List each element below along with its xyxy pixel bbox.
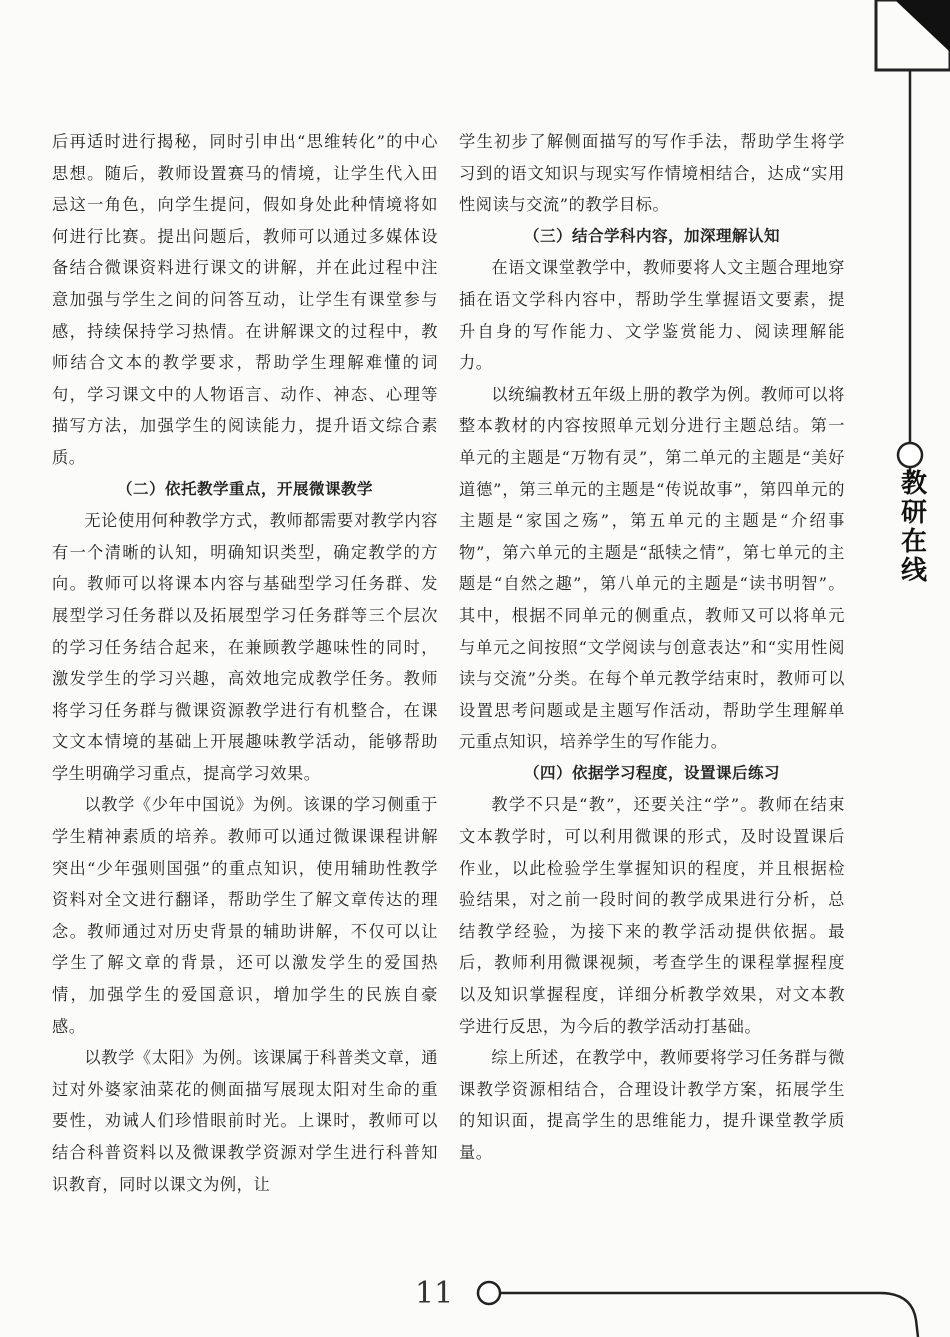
corner-tab-graphic bbox=[876, 0, 950, 70]
right-column bbox=[459, 126, 845, 1169]
section-label: 教研在线 bbox=[900, 469, 927, 586]
body-paragraph: 综上所述，在教学中，教师要将学习任务群与微课教学资源相结合，合理设计教学方案，拓展学生的知识面，提高学生的思维能力，提升课堂教学质量。 bbox=[459, 1048, 845, 1162]
body-paragraph: 后再适时进行揭秘，同时引申出“思维转化”的中心思想。随后，教师设置赛马的情境，让学生代入田忌这一角色，向学生提问，假如身处此种情境将如何进行比赛。提出问题后，教师可以通过多媒体设备结合微课资料进行课文的讲解，并在此过程中注意加强与学生之间的问答互动，让学生有课堂参与感，持续保持学习热情。在讲解课文的过程中，教师结合文本的教学要求，帮助学生理解难懂的词句，学习课文中的人物语言、动作、神态、心理等描写方法，加强学生的阅读能力，提升语文综合素质。 bbox=[52, 132, 438, 467]
circle-marker bbox=[898, 443, 922, 467]
footer-rule bbox=[478, 1282, 918, 1337]
section-heading: （三）结合学科内容，加深理解认知 bbox=[523, 226, 780, 245]
body-paragraph: 在语文课堂教学中，教师要将人文主题合理地穿插在语文学科内容中，帮助学生掌握语文要素，提升自身的写作能力、文学鉴赏能力、阅读理解能力。 bbox=[459, 258, 845, 373]
body-paragraph: 以统编教材五年级上册的教学为例。教师可以将整本教材的内容按照单元划分进行主题总结。第一单元的主题是“万物有灵”，第二单元的主题是“美好道德”，第三单元的主题是“传说故事”，第四单元的主题是“家国之殇”，第五单元的主题是“介绍事物”，第六单元的主题是“舐犊之情”，第七单元的主题是“自然之趣”，第八单元的主题是“读书明智”。其中，根据不同单元的侧重点，教师又可以将单元与单元之间按照“文学阅读与创意表达”和“实用性阅读与交流”分类。在每个单元教学结束时，教师可以设置思考问题或是主题写作活动，帮助学生理解单元重点知识，培养学生的写作能力。 bbox=[459, 384, 845, 752]
body-paragraph: 无论使用何种教学方式，教师都需要对教学内容有一个清晰的认知，明确知识类型，确定教学的方向。教师可以将课本内容与基础型学习任务群、发展型学习任务群以及拓展型学习任务群等三个层次的学习任务结合起来，在兼顾教学趣味性的同时，激发学生的学习兴趣，高效地完成教学任务。教师将学习任务群与微课资源教学进行有机整合，在课文文本情境的基础上开展趣味教学活动，能够帮助学生明确学习重点，提高学习效果。 bbox=[52, 511, 438, 783]
body-paragraph: 教学不只是“教”，还要关注“学”。教师在结束文本教学时，可以利用微课的形式，及时设置课后作业，以此检验学生掌握知识的程度，并且根据检验结果，对之前一段时间的教学成果进行分析，总结教学经验，为接下来的教学活动提供依据。最后，教师利用微课视频，考查学生的课程掌握程度以及知识掌握程度，详细分析教学效果，对文本教学进行反思，为今后的教学活动打基础。 bbox=[459, 795, 845, 1036]
body-paragraph: 以教学《少年中国说》为例。该课的学习侧重于学生精神素质的培养。教师可以通过微课课程讲解突出“少年强则国强”的重点知识，使用辅助性教学资料对全文进行翻译，帮助学生了解文章传达的理念。教师通过对历史背景的辅助讲解，不仅可以让学生了解文章的背景，还可以激发学生的爱国热情，加强学生的爱国意识，增加学生的民族自豪感。 bbox=[52, 795, 438, 1036]
section-heading: （二）依托教学重点，开展微课教学 bbox=[116, 479, 373, 498]
body-paragraph: 以教学《太阳》为例。该课属于科普类文章，通过对外婆家油菜花的侧面描写展现太阳对生命的重要性，劝诫人们珍惜眼前时光。上课时，教师可以结合科普资料以及微课教学资源对学生进行科普知识教育，同时以课文为例，让 bbox=[52, 1048, 438, 1194]
body-paragraph: 学生初步了解侧面描写的写作手法，帮助学生将学习到的语文知识与现实写作情境相结合，达成“实用性阅读与交流”的教学目标。 bbox=[459, 132, 845, 215]
section-heading: （四）依据学习程度，设置课后练习 bbox=[523, 763, 780, 782]
left-column bbox=[52, 126, 438, 1200]
page-number: 11 bbox=[415, 1276, 454, 1311]
